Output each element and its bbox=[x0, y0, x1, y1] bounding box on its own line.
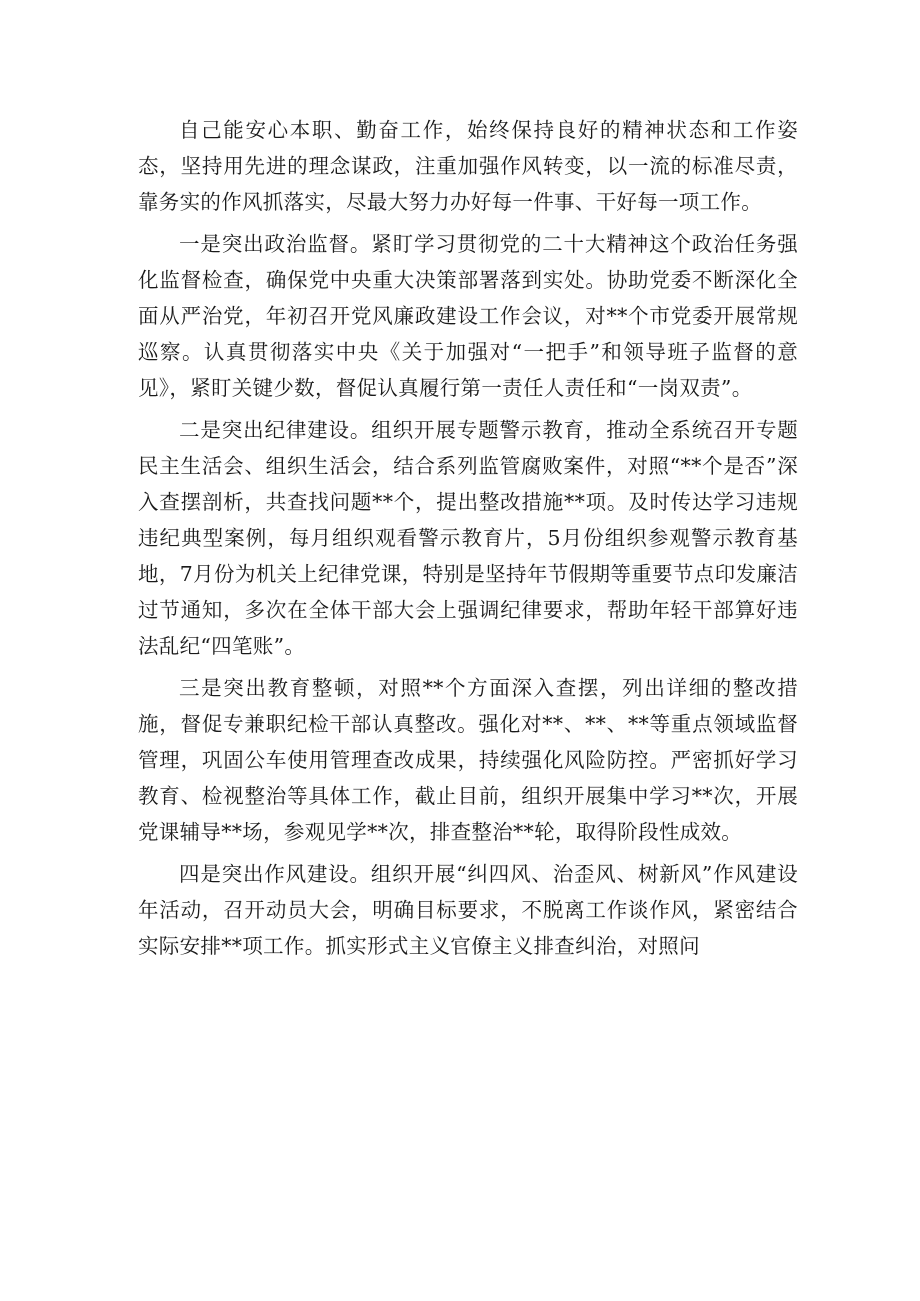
paragraph-style-building: 四是突出作风建设。组织开展“纠四风、治歪风、树新风”作风建设年活动，召开动员大会，明确目标要求，不脱离工作谈作风，紧密结合实际安排**项工作。抓实形式主义官僚主义排查纠治，对照问 bbox=[138, 862, 798, 958]
paragraph-continuation: 自己能安心本职、勤奋工作，始终保持良好的精神状态和工作姿态，坚持用先进的理念谋政，注重加强作风转变，以一流的标准尽责，靠务实的作风抓落实，尽最大努力办好每一件事、干好每一项工作。 bbox=[138, 118, 798, 214]
paragraph-education-rectification: 三是突出教育整顿，对照**个方面深入查摆，列出详细的整改措施，督促专兼职纪检干部认真整改。强化对**、**、**等重点领域监督管理，巩固公车使用管理查改成果，持续强化风险防控。严密抓好学习教育、检视整治等具体工作，截止目前，组织开展集中学习**次，开展党课辅导**场，参观见学**次，排查整治**轮，取得阶段性成效。 bbox=[138, 676, 798, 844]
document-body bbox=[138, 112, 798, 964]
paragraph-political-supervision: 一是突出政治监督。紧盯学习贯彻党的二十大精神这个政治任务强化监督检查，确保党中央重大决策部署落到实处。协助党委不断深化全面从严治党，年初召开党风廉政建设工作会议，对**个市党委开展常规巡察。认真贯彻落实中央《关于加强对“一把手”和领导班子监督的意见》，紧盯关键少数，督促认真履行第一责任人责任和“一岗双责”。 bbox=[138, 232, 798, 400]
paragraph-discipline-building: 二是突出纪律建设。组织开展专题警示教育，推动全系统召开专题民主生活会、组织生活会，结合系列监管腐败案件，对照“**个是否”深入查摆剖析，共查找问题**个，提出整改措施**项。及时传达学习违规违纪典型案例，每月组织观看警示教育片，5月份组织参观警示教育基地，7月份为机关上纪律党课，特别是坚持年节假期等重要节点印发廉洁过节通知，多次在全体干部大会上强调纪律要求，帮助年轻干部算好违法乱纪“四笔账”。 bbox=[138, 418, 798, 658]
